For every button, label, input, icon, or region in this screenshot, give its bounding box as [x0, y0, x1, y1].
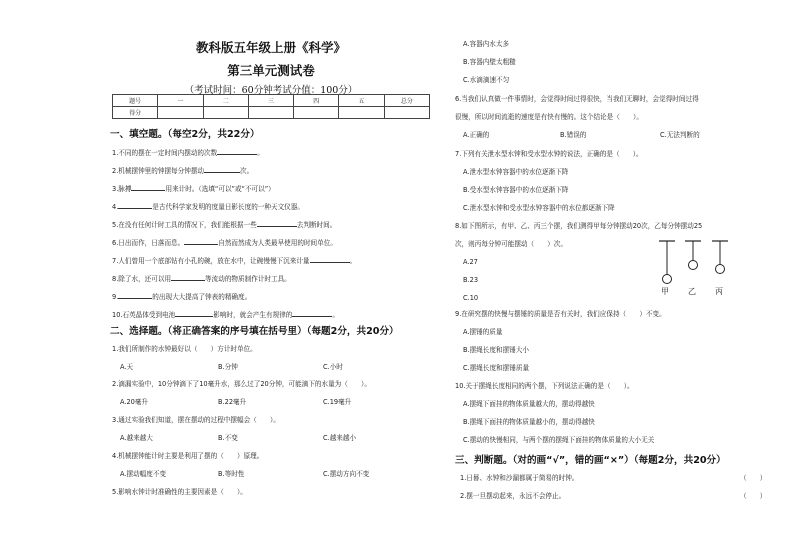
score-input-cell[interactable] [384, 107, 429, 119]
question-text: 1.不同的摆在一定时间内摆动的次数 [112, 149, 218, 157]
answer-blank[interactable] [118, 291, 152, 299]
choice-option-a[interactable]: A.27 [463, 258, 478, 266]
question-text: 等流动的物质制作计时工具。 [205, 275, 291, 283]
choice-question-10: 10.关于摆绳长度相同的两个摆，下列说法正确的是（ ）。 [455, 382, 634, 390]
pendulum-label-yi: 乙 [688, 287, 696, 296]
choice-option-a[interactable]: A.正确的 [463, 131, 490, 139]
score-input-cell[interactable] [203, 107, 248, 119]
score-cell: 五 [339, 95, 384, 107]
exam-info: （考试时间：60分钟考试分值：100分） [184, 85, 358, 96]
answer-blank[interactable] [118, 201, 152, 209]
judge-question-1: 1.日晷、水钟和沙漏都属于简易的时钟。 [460, 474, 579, 482]
score-input-cell[interactable] [248, 107, 293, 119]
question-text: 2.机械摆钟里的钟摆每分钟摆动 [112, 167, 205, 175]
choice-option-c[interactable]: C.摆动方向不变 [323, 470, 370, 478]
choice-question-3: 3.通过实验我们知道，摆在摆动的过程中摆幅会（ ）。 [112, 416, 280, 424]
exam-subtitle: 第三单元测试卷 [227, 63, 315, 78]
question-9 [112, 291, 251, 302]
question-text: 5.在没有任何计时工具的情况下，我们能根据一些 [112, 221, 257, 229]
choice-option-a[interactable]: A.容器内水太多 [463, 40, 510, 48]
choice-option-a[interactable]: A.摆锤的质量 [463, 328, 503, 336]
question-text: 是古代科学家发明的度量日影长度的一种天文仪器。 [152, 203, 304, 211]
question-text: 8.除了水，还可以用 [112, 275, 172, 283]
question-1 [112, 147, 264, 158]
choice-option-c[interactable]: C.小时 [323, 363, 343, 371]
answer-blank[interactable] [257, 219, 297, 227]
question-8 [112, 273, 291, 284]
choice-question-7: 7.下列有关泄水型水钟和受水型水钟的说法，正确的是（ ）。 [455, 150, 643, 158]
question-text: 影响时，就会产生有规律的 [213, 311, 293, 319]
choice-option-c[interactable]: C.19毫升 [323, 398, 352, 406]
score-cell: 题号 [113, 95, 158, 107]
choice-option-c[interactable]: C.摆绳长度和摆锤质量 [463, 364, 530, 372]
question-text: 4. [112, 203, 119, 211]
question-text: 。 [332, 311, 339, 319]
question-text: 的出现大大提高了钟表的精确度。 [152, 293, 252, 301]
question-text: 10.石英晶体受到电池 [112, 311, 176, 319]
choice-option-c[interactable]: C.摆动的快慢相同，与两个摆的摆绳下面挂的物体质量的大小无关 [463, 436, 655, 444]
answer-blank[interactable] [171, 273, 205, 281]
choice-question-8-line1: 8.如下图所示，有甲、乙、丙三个摆，我们测得甲每分钟摆动20次，乙每分钟摆动25 [455, 222, 703, 230]
choice-option-b[interactable]: B.容器内壁太粗糙 [463, 58, 516, 66]
choice-question-9: 9.在研究摆的快慢与摆锤的质量是否有关时，我们应保持（ ）不变。 [455, 310, 666, 318]
choice-option-b[interactable]: B.摆绳长度和摆锤大小 [463, 346, 529, 354]
question-text: 。 [257, 149, 264, 157]
choice-option-c[interactable]: C.水滴滴速不匀 [463, 76, 510, 84]
question-2 [112, 165, 253, 176]
answer-blank[interactable] [310, 255, 350, 263]
choice-option-b[interactable]: B.摆绳下面挂的物体质量越小的，摆动得越快 [463, 418, 595, 426]
pendulum-figure [655, 237, 765, 299]
question-text: 次。 [240, 167, 254, 175]
pendulum-jia [659, 241, 675, 284]
question-10 [112, 309, 339, 320]
score-input-cell[interactable] [339, 107, 384, 119]
pendulum-label-jia: 甲 [661, 287, 669, 296]
judge-answer-paren[interactable]: （ ） [740, 474, 767, 482]
choice-option-b[interactable]: B.等时性 [218, 470, 245, 478]
score-cell: 三 [248, 95, 293, 107]
judge-answer-paren[interactable]: （ ） [740, 492, 767, 500]
choice-question-6-line2: 很慢，所以时间流逝的速度是有快有慢的。这个结论是（ ）。 [455, 113, 643, 121]
score-cell: 四 [294, 95, 339, 107]
score-input-cell[interactable] [158, 107, 203, 119]
answer-blank[interactable] [175, 309, 213, 317]
choice-question-5: 5.影响水钟计时准确性的主要因素是（ ）。 [112, 488, 247, 496]
choice-option-a[interactable]: A.天 [120, 363, 134, 371]
choice-option-c[interactable]: C.泄水型水钟和受水型水钟容器中的水位都逐渐下降 [463, 204, 615, 212]
score-cell: 一 [158, 95, 203, 107]
pendulum-label-bing: 丙 [715, 287, 723, 296]
question-text: 。 [349, 257, 357, 265]
score-input-cell[interactable] [294, 107, 339, 119]
choice-question-8-line2: 次，则丙每分钟可能摆动（ ）次。 [455, 240, 568, 248]
choice-option-b[interactable]: B.错误的 [560, 131, 587, 139]
choice-option-a[interactable]: A.摆动幅度不变 [120, 470, 167, 478]
section-choice-heading: 二、选择题。（将正确答案的序号填在括号里）（每题2分，共20分） [110, 326, 399, 337]
pendulum-bing [712, 241, 728, 274]
choice-question-2: 2.滴漏实验中，10分钟滴下了10毫升水，那么过了20分钟，可能滴下的水量为（ ）。 [112, 380, 371, 388]
choice-option-a[interactable]: A.泄水型水钟容器中的水位逐渐下降 [463, 168, 569, 176]
question-4 [112, 201, 304, 212]
choice-option-b[interactable]: B.受水型水钟容器中的水位逐渐下降 [463, 186, 569, 194]
choice-question-4: 4.机械摆钟能计时主要是利用了摆的（ ）原理。 [112, 452, 264, 460]
question-text: 用来计时。（选填“可以”或“不可以”） [165, 185, 275, 193]
choice-option-a[interactable]: A.摆绳下面挂的物体质量越大的，摆动得越快 [463, 400, 595, 408]
section-fill-blank-heading: 一、填空题。（每空2分，共22分） [110, 129, 260, 140]
choice-option-a[interactable]: A.越来越大 [120, 434, 153, 442]
question-text: 6.日出而作，日落而息。 [112, 239, 185, 247]
pendulum-yi [685, 241, 701, 270]
choice-option-b[interactable]: B.23 [463, 276, 479, 284]
score-cell: 总分 [384, 95, 429, 107]
question-text: 7.人们曾用一个底部钻有小孔的碗，放在水中，让碗慢慢下沉来计量 [112, 257, 310, 265]
question-3 [112, 183, 275, 194]
choice-option-c[interactable]: C.无法判断的 [660, 131, 700, 139]
choice-option-b[interactable]: B.不变 [218, 434, 238, 442]
choice-option-c[interactable]: C.10 [463, 294, 479, 302]
question-text: 去判断时间。 [296, 221, 337, 229]
score-table-header-row [113, 95, 430, 107]
answer-blank[interactable] [184, 237, 218, 245]
question-6 [112, 237, 337, 248]
choice-option-a[interactable]: A.20毫升 [120, 398, 149, 406]
section-judge-heading: 三、判断题。（对的画“√”，错的画“×”）（每题2分，共20分） [455, 455, 726, 466]
choice-option-b[interactable]: B.分钟 [218, 363, 238, 371]
answer-blank[interactable] [204, 165, 240, 173]
question-text: 9. [112, 293, 119, 301]
score-table [112, 94, 430, 119]
score-cell: 得分 [113, 107, 158, 119]
answer-blank[interactable] [292, 309, 332, 317]
judge-question-2: 2.摆一旦摆动起来，永远不会停止。 [460, 492, 566, 500]
question-text: 3.脉搏 [112, 185, 132, 193]
question-7 [112, 255, 356, 266]
score-cell: 二 [203, 95, 248, 107]
choice-option-b[interactable]: B.22毫升 [218, 398, 247, 406]
exam-title: 教科版五年级上册《科学》 [195, 40, 346, 55]
choice-option-c[interactable]: C.越来越小 [323, 434, 357, 442]
choice-question-1: 1.我们所制作的水钟最好以（ ）方计时单位。 [112, 345, 257, 353]
answer-blank[interactable] [217, 147, 257, 155]
choice-question-6-line1: 6.当我们认真做一件事情时，会觉得时间过得很快，当我们无聊时，会觉得时间过得 [455, 95, 699, 103]
score-table-score-row [113, 107, 430, 119]
question-text: 自然而然成为人类最早使用的时间单位。 [218, 239, 337, 247]
answer-blank[interactable] [131, 183, 165, 191]
question-5 [112, 219, 336, 230]
